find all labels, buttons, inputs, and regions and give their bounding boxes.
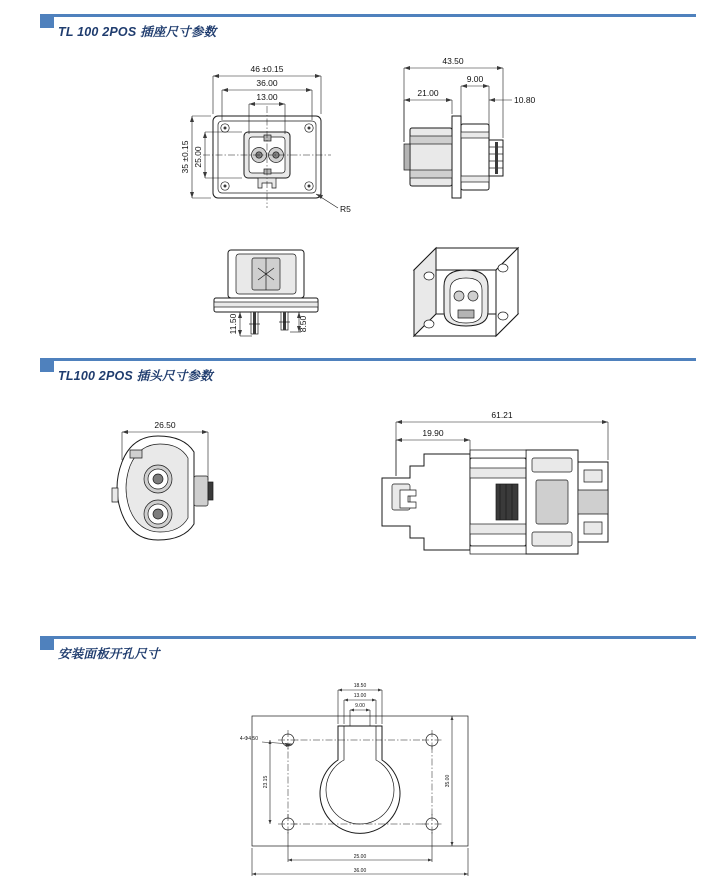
section-header-plug [0,358,720,388]
dim-bottom-pin-right: 8.50 [298,315,308,333]
dim-side-tail-length: 10.80 [514,95,536,105]
header-rule [40,358,696,361]
dim-cutout-left-height: 23.15 [263,775,269,789]
drawing-receptacle [0,28,720,348]
dim-side-body-length: 21.00 [417,88,439,98]
section-header-panel-cutout [0,636,720,666]
dim-side-rear-length: 9.00 [466,74,484,84]
receptacle-bottom-view [214,250,318,336]
dim-front-width-mid: 36.00 [256,78,278,88]
section-title-plug: TL100 2POS 插头尺寸参数 [58,369,213,383]
dim-hole-callout: 4-Φ4.50 [239,736,258,742]
plug-side-view [382,410,608,554]
dim-cutout-top-mid: 13.00 [353,693,367,699]
header-rule [40,636,696,639]
receptacle-side-view [404,56,536,198]
section-title-receptacle: TL 100 2POS 插座尺寸参数 [58,25,217,39]
plug-front-view [112,420,213,540]
dim-bottom-pin-left: 11.50 [228,313,238,335]
receptacle-front-view [180,64,351,214]
dim-plug-front-width: 26.50 [154,420,176,430]
dim-plug-side-total-length: 61.21 [491,410,513,420]
dim-corner-radius: R5 [340,204,351,214]
header-tab [40,14,54,28]
dim-side-total-length: 43.50 [442,56,464,66]
dim-cutout-right-height: 35.00 [445,774,451,788]
header-tab [40,358,54,372]
dim-cutout-bottom-outer: 36.00 [353,868,367,874]
panel-cutout-view [240,683,468,876]
dim-cutout-top-inner: 9.00 [355,703,365,709]
dim-front-height-outer: 35 ±0.15 [180,140,190,174]
dim-cutout-bottom-inner: 25.00 [353,854,367,860]
receptacle-drawing-svg [0,28,720,348]
section-plug [0,358,720,388]
drawing-panel-cutout [0,668,720,893]
header-tab [40,636,54,650]
panel-cutout-drawing-svg [0,668,720,893]
drawing-plug [0,392,720,622]
dim-plug-side-partial-length: 19.90 [422,428,444,438]
dim-cutout-top-outer: 18.50 [353,683,367,689]
receptacle-iso-view [414,248,518,336]
section-panel-cutout [0,636,720,666]
dim-front-width-inner: 13.00 [256,92,278,102]
dim-front-width-outer: 46 ±0.15 [250,64,284,74]
plug-drawing-svg [0,392,720,622]
header-rule [40,14,696,17]
section-title-panel-cutout: 安装面板开孔尺寸 [58,647,160,661]
dim-front-height-inner: 25.00 [193,146,203,168]
